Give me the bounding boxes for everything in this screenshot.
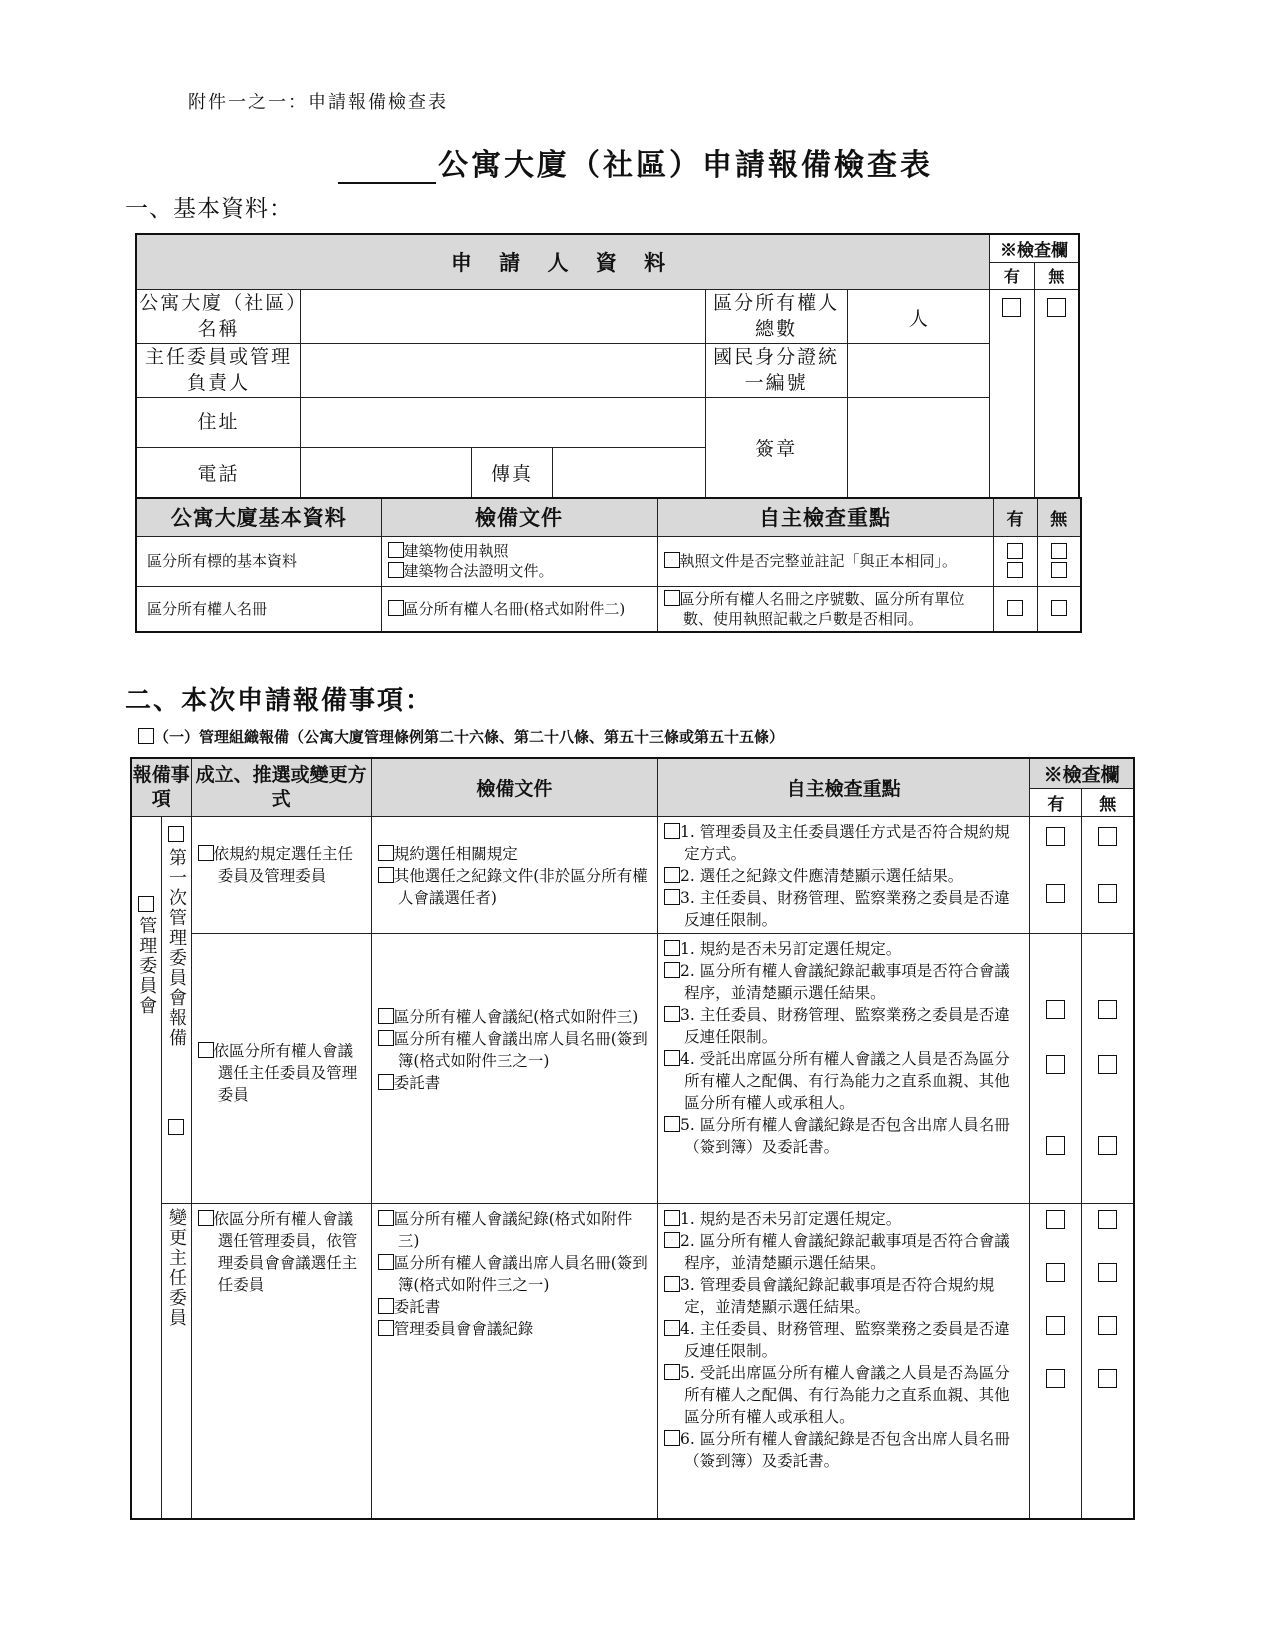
doc-checkbox[interactable]: [388, 562, 404, 578]
row-no-checkbox[interactable]: [1051, 600, 1067, 616]
doc-label: 區分所有權人會議紀(格式如附件三): [393, 1007, 639, 1026]
group-no-cell: [1082, 816, 1134, 933]
yes-header-3: 有: [1030, 788, 1082, 816]
doc-checkbox[interactable]: [378, 1298, 394, 1314]
method-cell: [191, 1203, 371, 1519]
method-label: 依規約規定選任主任委員及管理委員: [213, 844, 354, 885]
doc-checkbox[interactable]: [388, 600, 404, 616]
no-header: 無: [1034, 262, 1079, 289]
group-yes-checkbox[interactable]: [1046, 1263, 1065, 1282]
check-checkbox[interactable]: [664, 1210, 680, 1226]
check-column-header-2: ※檢查欄: [1030, 758, 1134, 788]
doc-checkbox[interactable]: [378, 1074, 394, 1090]
doc-label: 其他選任之紀錄文件(非於區分所有權人會議選任者): [393, 866, 648, 907]
doc-label: 區分所有權人名冊(格式如附件二): [403, 599, 626, 618]
row-no-cell: [1037, 536, 1081, 586]
docs-cell: [371, 816, 657, 933]
table-row-checks: [657, 536, 993, 586]
check-checkbox[interactable]: [664, 1116, 680, 1132]
check-label: 區分所有權人名冊之序號數、區分所有單位數、使用執照記載之戶數是否相同。: [679, 589, 965, 628]
building-data-header: 公寓大廈基本資料: [136, 498, 381, 536]
doc-checkbox[interactable]: [378, 867, 394, 883]
page-title: [338, 140, 933, 184]
doc-label: 委託書: [393, 1073, 441, 1092]
item-cell: [131, 816, 161, 1519]
group-yes-cell: [1030, 933, 1082, 1203]
group-yes-checkbox[interactable]: [1046, 1000, 1065, 1019]
method-label: 依區分所有權人會議選任管理委員，依管理委員會會議選任主任委員: [213, 1209, 358, 1294]
check-checkbox[interactable]: [664, 962, 680, 978]
check-checkbox[interactable]: [664, 1276, 680, 1292]
item-label: 管理委員會: [136, 915, 158, 1016]
fax-label: 傳真: [471, 447, 552, 501]
method-checkbox[interactable]: [198, 845, 214, 861]
no-header-3: 無: [1082, 788, 1134, 816]
change-chair-checkbox[interactable]: [168, 1119, 184, 1135]
check-checkbox[interactable]: [664, 867, 680, 883]
doc-checkbox[interactable]: [378, 845, 394, 861]
check-label: 6. 區分所有權人會議紀錄是否包含出席人員名冊（簽到簿）及委託書。: [679, 1429, 1010, 1470]
attachment-caption: 附件一之一：申請報備檢查表: [188, 92, 448, 113]
doc-checkbox[interactable]: [388, 542, 404, 558]
doc-label: 建築物合法證明文件。: [403, 562, 554, 580]
check-checkbox[interactable]: [664, 889, 680, 905]
group-yes-checkbox[interactable]: [1046, 1316, 1065, 1335]
docs-header-2: 檢備文件: [371, 758, 657, 816]
check-label: 1. 規約是否未另訂定選任規定。: [679, 939, 902, 958]
check-label: 3. 管理委員會議紀錄記載事項是否符合規約規定，並清楚顯示選任結果。: [679, 1275, 995, 1316]
docs-cell: [371, 1203, 657, 1519]
group-yes-checkbox[interactable]: [1046, 1210, 1065, 1229]
doc-label: 區分所有權人會議出席人員名冊(簽到簿(格式如附件三之一): [393, 1029, 648, 1070]
doc-checkbox[interactable]: [378, 1254, 394, 1270]
doc-label: 管理委員會會議紀錄: [393, 1319, 534, 1338]
address-label: 住址: [136, 397, 301, 447]
report-items-table: [130, 757, 1135, 1520]
doc-checkbox[interactable]: [378, 1320, 394, 1336]
checks-cell: [657, 1203, 1029, 1519]
check-column-header: ※檢查欄: [990, 234, 1079, 262]
table-row-docs: [381, 586, 657, 632]
group-yes-cell: [1030, 1203, 1082, 1519]
subheading-text: （一）管理組織報備（公寓大廈管理條例第二十六條、第二十八條、第五十三條或第五十五條）: [154, 728, 785, 746]
seal-field[interactable]: [847, 397, 989, 501]
first-report-checkbox[interactable]: [168, 826, 184, 842]
change-chair-cell: [161, 1203, 191, 1519]
checks-header-2: 自主檢查重點: [657, 758, 1029, 816]
check-checkbox[interactable]: [664, 823, 680, 839]
checks-cell: [657, 933, 1029, 1203]
check-checkbox[interactable]: [664, 1320, 680, 1336]
table-row-checks: [657, 586, 993, 632]
row-no-checkbox[interactable]: [1051, 562, 1067, 578]
method-checkbox[interactable]: [198, 1210, 214, 1226]
row-yes-cell: [993, 536, 1037, 586]
chair-label: 主任委員或管理負責人: [136, 343, 301, 397]
check-label: 4. 受託出席區分所有權人會議之人員是否為區分所有權人之配偶、有行為能力之直系血親、其他區分所有權人或承租人。: [679, 1049, 1010, 1112]
row-yes-checkbox[interactable]: [1007, 600, 1023, 616]
title-blank-field[interactable]: [338, 156, 436, 184]
check-label: 5. 區分所有權人會議紀錄是否包含出席人員名冊（簽到簿）及委託書。: [679, 1115, 1010, 1156]
method-header: 成立、推選或變更方式: [191, 758, 371, 816]
item-checkbox[interactable]: [138, 896, 154, 912]
item-header: 報備事項: [131, 758, 191, 816]
group-yes-checkbox[interactable]: [1046, 1369, 1065, 1388]
check-checkbox[interactable]: [664, 590, 680, 606]
doc-label: 區分所有權人會議紀錄(格式如附件三): [393, 1209, 633, 1250]
fax-field[interactable]: [553, 447, 705, 501]
check-checkbox[interactable]: [664, 940, 680, 956]
basic-yes-checkbox[interactable]: [1002, 298, 1021, 317]
address-field[interactable]: [301, 397, 705, 447]
phone-field[interactable]: [301, 447, 472, 501]
check-label: 5. 受託出席區分所有權人會議之人員是否為區分所有權人之配偶、有行為能力之直系血親、其他區分所有權人或承租人。: [679, 1363, 1010, 1426]
docs-cell: [371, 933, 657, 1203]
subheading-checkbox[interactable]: [138, 728, 154, 744]
group-yes-checkbox[interactable]: [1046, 884, 1065, 903]
method-cell: [191, 933, 371, 1203]
doc-checkbox[interactable]: [378, 1210, 394, 1226]
method-cell: [191, 816, 371, 933]
building-name-field[interactable]: [301, 289, 705, 343]
id-number-field[interactable]: [847, 343, 989, 397]
yes-header-2: 有: [993, 498, 1037, 536]
check-label: 2. 區分所有權人會議紀錄記載事項是否符合會議程序，並清楚顯示選任結果。: [679, 1231, 1010, 1272]
no-header-2: 無: [1037, 498, 1081, 536]
basic-yes-cell: [990, 289, 1035, 501]
row-no-cell: [1037, 586, 1081, 632]
check-label: 執照文件是否完整並註記「與正本相同」。: [679, 552, 958, 570]
group-yes-checkbox[interactable]: [1046, 1055, 1065, 1074]
table-row-item: 區分所有標的基本資料: [136, 536, 381, 586]
phone-label: 電話: [136, 447, 301, 501]
row-yes-checkbox[interactable]: [1007, 562, 1023, 578]
method-label: 依區分所有權人會議選任主任委員及管理委員: [213, 1041, 358, 1104]
group-no-checkbox[interactable]: [1098, 1000, 1117, 1019]
check-checkbox[interactable]: [664, 1006, 680, 1022]
first-report-cell: [161, 816, 191, 1203]
basic-no-checkbox[interactable]: [1047, 298, 1066, 317]
section2-subheading: [138, 726, 784, 747]
check-label: 2. 區分所有權人會議紀錄記載事項是否符合會議程序，並清楚顯示選任結果。: [679, 961, 1010, 1002]
check-checkbox[interactable]: [664, 1364, 680, 1380]
chair-field[interactable]: [301, 343, 705, 397]
check-checkbox[interactable]: [664, 1050, 680, 1066]
section1-heading: 一、基本資料：: [125, 196, 293, 222]
group-no-cell: [1082, 933, 1134, 1203]
change-chair-label: 變更主任委員: [166, 1207, 188, 1328]
doc-label: 委託書: [393, 1297, 441, 1316]
check-checkbox[interactable]: [664, 1430, 680, 1446]
doc-label: 區分所有權人會議出席人員名冊(簽到簿(格式如附件三之一): [393, 1253, 648, 1294]
check-label: 3. 主任委員、財務管理、監察業務之委員是否違反連任限制。: [679, 888, 1010, 929]
doc-checkbox[interactable]: [378, 1008, 394, 1024]
group-yes-checkbox[interactable]: [1046, 827, 1065, 846]
table-row-item: 區分所有權人名冊: [136, 586, 381, 632]
docs-header: 檢備文件: [381, 498, 657, 536]
group-no-checkbox[interactable]: [1098, 1136, 1117, 1155]
check-label: 4. 主任委員、財務管理、監察業務之委員是否違反連任限制。: [679, 1319, 1010, 1360]
group-no-checkbox[interactable]: [1098, 1316, 1117, 1335]
basic-info-table: [135, 233, 1080, 502]
check-checkbox[interactable]: [664, 552, 680, 568]
group-yes-cell: [1030, 816, 1082, 933]
checks-cell: [657, 816, 1029, 933]
row-yes-checkbox[interactable]: [1007, 543, 1023, 559]
row-no-checkbox[interactable]: [1051, 543, 1067, 559]
yes-header: 有: [990, 262, 1035, 289]
checks-header: 自主檢查重點: [657, 498, 993, 536]
seal-label: 簽章: [705, 397, 847, 501]
owner-total-label: 區分所有權人總數: [705, 289, 847, 343]
basic-no-cell: [1034, 289, 1079, 501]
table-row-docs: [381, 536, 657, 586]
check-label: 1. 規約是否未另訂定選任規定。: [679, 1209, 902, 1228]
id-number-label: 國民身分證統一編號: [705, 343, 847, 397]
group-no-cell: [1082, 1203, 1134, 1519]
group-no-checkbox[interactable]: [1098, 827, 1117, 846]
owner-total-unit: 人: [908, 307, 928, 330]
group-no-checkbox[interactable]: [1098, 1263, 1117, 1282]
check-label: 2. 選任之紀錄文件應清楚顯示選任結果。: [679, 866, 964, 885]
section2-heading: 二、本次申請報備事項：: [125, 686, 434, 716]
applicant-header: 申 請 人 資 料: [136, 234, 990, 289]
title-text: 公寓大廈（社區）申請報備檢查表: [438, 148, 933, 183]
first-report-label: 第一次管理委員會報備: [166, 847, 188, 1048]
building-data-table: [135, 497, 1082, 633]
method-checkbox[interactable]: [198, 1042, 214, 1058]
check-label: 3. 主任委員、財務管理、監察業務之委員是否違反連任限制。: [679, 1005, 1010, 1046]
doc-checkbox[interactable]: [378, 1030, 394, 1046]
doc-label: 建築物使用執照: [403, 542, 509, 560]
check-checkbox[interactable]: [664, 1232, 680, 1248]
group-no-checkbox[interactable]: [1098, 1369, 1117, 1388]
group-yes-checkbox[interactable]: [1046, 1136, 1065, 1155]
building-name-label: 公寓大廈（社區）名稱: [136, 289, 301, 343]
owner-total-field[interactable]: [847, 289, 989, 343]
row-yes-cell: [993, 586, 1037, 632]
group-no-checkbox[interactable]: [1098, 884, 1117, 903]
doc-label: 規約選任相關規定: [393, 844, 518, 863]
check-label: 1. 管理委員及主任委員選任方式是否符合規約規定方式。: [679, 822, 1010, 863]
group-no-checkbox[interactable]: [1098, 1055, 1117, 1074]
group-no-checkbox[interactable]: [1098, 1210, 1117, 1229]
